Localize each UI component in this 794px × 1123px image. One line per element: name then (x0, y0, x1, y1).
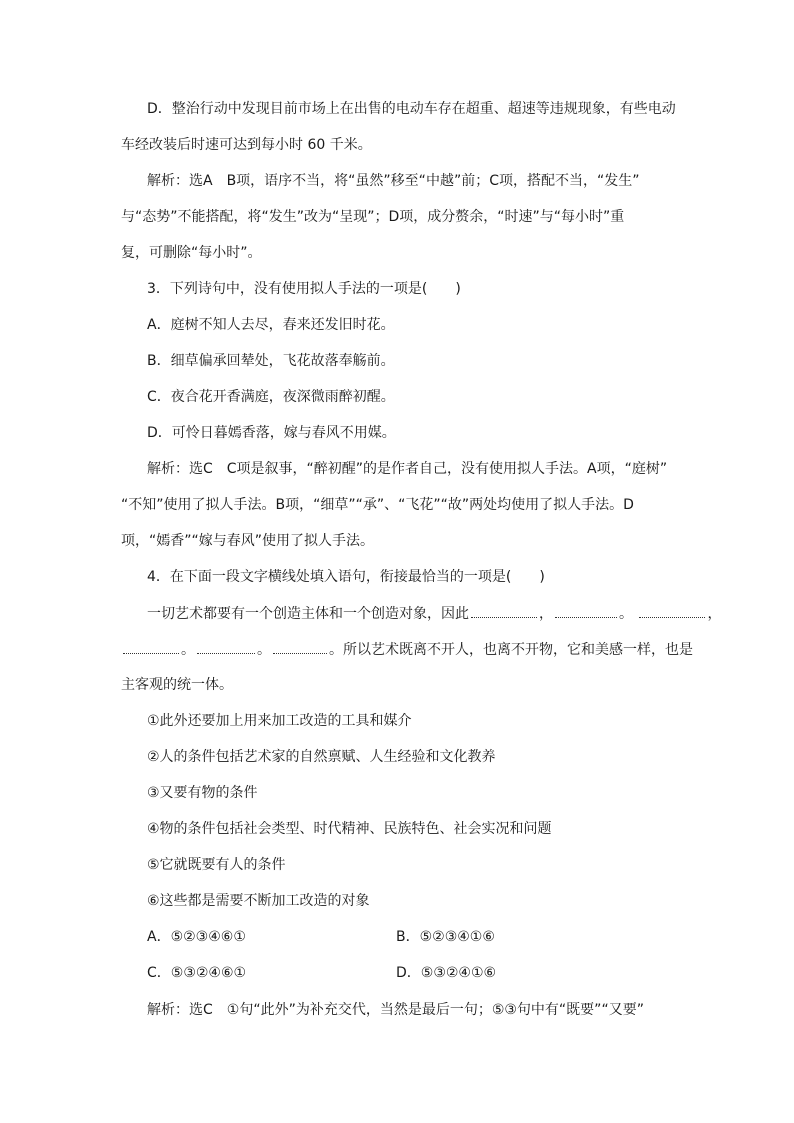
q3-stem: 3．下列诗句中，没有使用拟人手法的一项是( ) (147, 281, 461, 297)
q4-passage-line3: 主客观的统一体。 (121, 677, 233, 693)
q2-option-d-line1: D．整治行动中发现目前市场上在出售的电动车存在超重、超速等违规现象，有些电动 (147, 101, 676, 117)
q2-option-d-line2: 车经改装后时速可达到每小时 60 千米。 (121, 137, 372, 153)
fill-blank-4 (123, 639, 179, 654)
q2-analysis-line2: 与“态势”不能搭配，将“发生”改为“呈现”；D项，成分赘余，“时速”与“每小时”重 (121, 209, 625, 225)
fill-blank-3 (639, 603, 705, 618)
q2-analysis-line3: 复，可删除“每小时”。 (121, 245, 262, 261)
q4-passage-line1 (147, 603, 722, 624)
q4-passage-part2: 。所以艺术既离不开人，也离不开物，它和美感一样，也是 (329, 642, 693, 658)
punct-comma: ， (539, 606, 553, 622)
q4-option-d: D．⑤③②④①⑥ (396, 965, 497, 981)
q4-item-5: ⑤它就既要有人的条件 (147, 857, 286, 873)
punct-period: 。 (619, 606, 633, 622)
q4-option-a: A．⑤②③④⑥① (147, 929, 246, 945)
q3-analysis-line2: “不知”使用了拟人手法。B项，“细草”“承”、“飞花”“故”两处均使用了拟人手法。D (121, 497, 634, 513)
q4-item-1: ①此外还要加上用来加工改造的工具和媒介 (147, 713, 412, 729)
q3-option-c: C．夜合花开香满庭，夜深微雨醉初醒。 (147, 389, 395, 405)
q4-analysis-line1: 解析：选C ①句“此外”为补充交代，当然是最后一句；⑤③句中有“既要”“又要” (147, 1002, 644, 1018)
punct-period: 。 (181, 642, 195, 658)
fill-blank-2 (555, 603, 617, 618)
q4-item-3: ③又要有物的条件 (147, 785, 258, 801)
fill-blank-5 (197, 639, 255, 654)
punct-period: 。 (257, 642, 271, 658)
q3-option-b: B．细草偏承回辇处，飞花故落奉觞前。 (147, 353, 395, 369)
q4-stem: 4．在下面一段文字横线处填入语句，衔接最恰当的一项是( ) (147, 569, 545, 585)
fill-blank-6 (273, 639, 327, 654)
q2-analysis-line1: 解析：选A B项，语序不当，将“虽然”移至“中越”前；C项，搭配不当，“发生” (147, 173, 640, 189)
q3-analysis-line3: 项，“嫣香”“嫁与春风”使用了拟人手法。 (121, 533, 375, 549)
q4-option-c: C．⑤③②④⑥① (147, 965, 247, 981)
q4-passage-part1: 一切艺术都要有一个创造主体和一个创造对象，因此 (147, 606, 469, 622)
q3-analysis-line1: 解析：选C C项是叙事，“醉初醒”的是作者自己，没有使用拟人手法。A项，“庭树” (147, 461, 668, 477)
q3-option-d: D．可怜日暮嫣香落，嫁与春风不用媒。 (147, 425, 396, 441)
q4-option-b: B．⑤②③④①⑥ (396, 929, 495, 945)
q4-item-4: ④物的条件包括社会类型、时代精神、民族特色、社会实况和问题 (147, 821, 552, 837)
fill-blank-1 (471, 603, 537, 618)
q3-option-a: A．庭树不知人去尽，春来还发旧时花。 (147, 317, 395, 333)
q4-item-6: ⑥这些都是需要不断加工改造的对象 (147, 893, 370, 909)
q4-passage-line2 (121, 639, 693, 660)
punct-comma: ， (707, 606, 722, 622)
q4-item-2: ②人的条件包括艺术家的自然禀赋、人生经验和文化教养 (147, 749, 496, 765)
